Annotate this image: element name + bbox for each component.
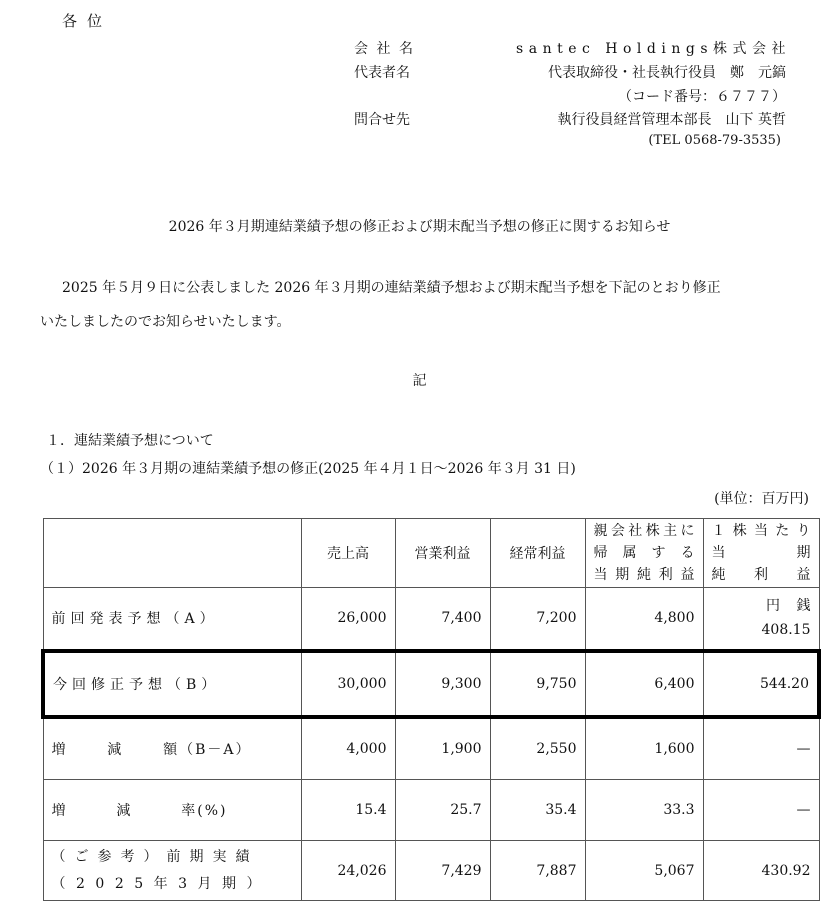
cell-ordinary-profit: 7,887 bbox=[490, 841, 585, 901]
section-heading: １．連結業績予想について bbox=[46, 433, 214, 449]
addressee: 各位 bbox=[62, 12, 113, 30]
cell-sales: 24,026 bbox=[301, 841, 395, 901]
table-row bbox=[43, 717, 819, 780]
cell-ordinary-profit: 7,200 bbox=[490, 588, 585, 651]
cell-operating-profit: 7,400 bbox=[395, 588, 490, 651]
cell-eps: — bbox=[703, 717, 819, 780]
forecast-table bbox=[41, 518, 821, 901]
header-operating-profit: 営業利益 bbox=[395, 519, 490, 588]
body-text-line1: 2025 年５月９日に公表しました 2026 年３月期の連結業績予想および期末配当予想を下記のとおり修正 bbox=[62, 280, 721, 296]
cell-sales: 30,000 bbox=[301, 651, 395, 717]
cell-ordinary-profit: 9,750 bbox=[490, 651, 585, 717]
contact-label: 問合せ先 bbox=[354, 112, 410, 128]
cell-eps: 円 銭 408.15 bbox=[703, 588, 819, 651]
representative-label: 代表者名 bbox=[354, 65, 410, 81]
ki-heading: 記 bbox=[412, 373, 427, 389]
cell-net-profit: 33.3 bbox=[585, 780, 703, 841]
cell-sales: 26,000 bbox=[301, 588, 395, 651]
cell-net-profit: 5,067 bbox=[585, 841, 703, 901]
cell-eps: 544.20 bbox=[703, 651, 819, 717]
cell-net-profit: 6,400 bbox=[585, 651, 703, 717]
header-sales: 売上高 bbox=[301, 519, 395, 588]
row-label: 今回修正予想（B） bbox=[43, 651, 301, 717]
body-text-line2: いたしましたのでお知らせいたします。 bbox=[40, 314, 291, 330]
header-blank bbox=[43, 519, 301, 588]
table-row bbox=[43, 588, 819, 651]
contact-tel: (TEL 0568-79-3535) bbox=[648, 133, 781, 148]
document-title: 2026 年３月期連結業績予想の修正および期末配当予想の修正に関するお知らせ bbox=[168, 219, 671, 235]
table-row bbox=[43, 841, 819, 901]
cell-operating-profit: 9,300 bbox=[395, 651, 490, 717]
cell-operating-profit: 7,429 bbox=[395, 841, 490, 901]
header-eps: １株当たり 当期 純利益 bbox=[703, 519, 819, 588]
header-net-profit: 親会社株主に 帰属する 当期純利益 bbox=[585, 519, 703, 588]
table-row-highlighted bbox=[43, 651, 819, 717]
cell-eps: — bbox=[703, 780, 819, 841]
stock-code: （コード番号：６７７７） bbox=[618, 89, 786, 105]
cell-ordinary-profit: 35.4 bbox=[490, 780, 585, 841]
unit-note: (単位：百万円) bbox=[714, 491, 809, 507]
table-header-row bbox=[43, 519, 819, 588]
row-label: 前回発表予想（A） bbox=[43, 588, 301, 651]
representative-name: 代表取締役・社長執行役員 鄭 元鎬 bbox=[548, 65, 786, 81]
cell-sales: 4,000 bbox=[301, 717, 395, 780]
header-ordinary-profit: 経常利益 bbox=[490, 519, 585, 588]
row-label: （ご参考）前期実績 （2025年3月期） bbox=[43, 841, 301, 901]
row-label: 増 減 額（B－A） bbox=[43, 717, 301, 780]
row-label: 増 減 率(%) bbox=[43, 780, 301, 841]
cell-ordinary-profit: 2,550 bbox=[490, 717, 585, 780]
cell-sales: 15.4 bbox=[301, 780, 395, 841]
company-name: santec Holdings株式会社 bbox=[516, 41, 791, 57]
subsection-heading: （１）2026 年３月期の連結業績予想の修正(2025 年４月１日～2026 年３月 31 日) bbox=[40, 461, 576, 477]
eps-unit-label: 円 銭 bbox=[766, 598, 817, 615]
contact-person: 執行役員経営管理本部長 山下 英哲 bbox=[557, 112, 786, 128]
cell-net-profit: 1,600 bbox=[585, 717, 703, 780]
cell-eps: 430.92 bbox=[703, 841, 819, 901]
cell-operating-profit: 25.7 bbox=[395, 780, 490, 841]
company-label: 会社名 bbox=[354, 41, 422, 57]
cell-net-profit: 4,800 bbox=[585, 588, 703, 651]
table-row bbox=[43, 780, 819, 841]
cell-operating-profit: 1,900 bbox=[395, 717, 490, 780]
